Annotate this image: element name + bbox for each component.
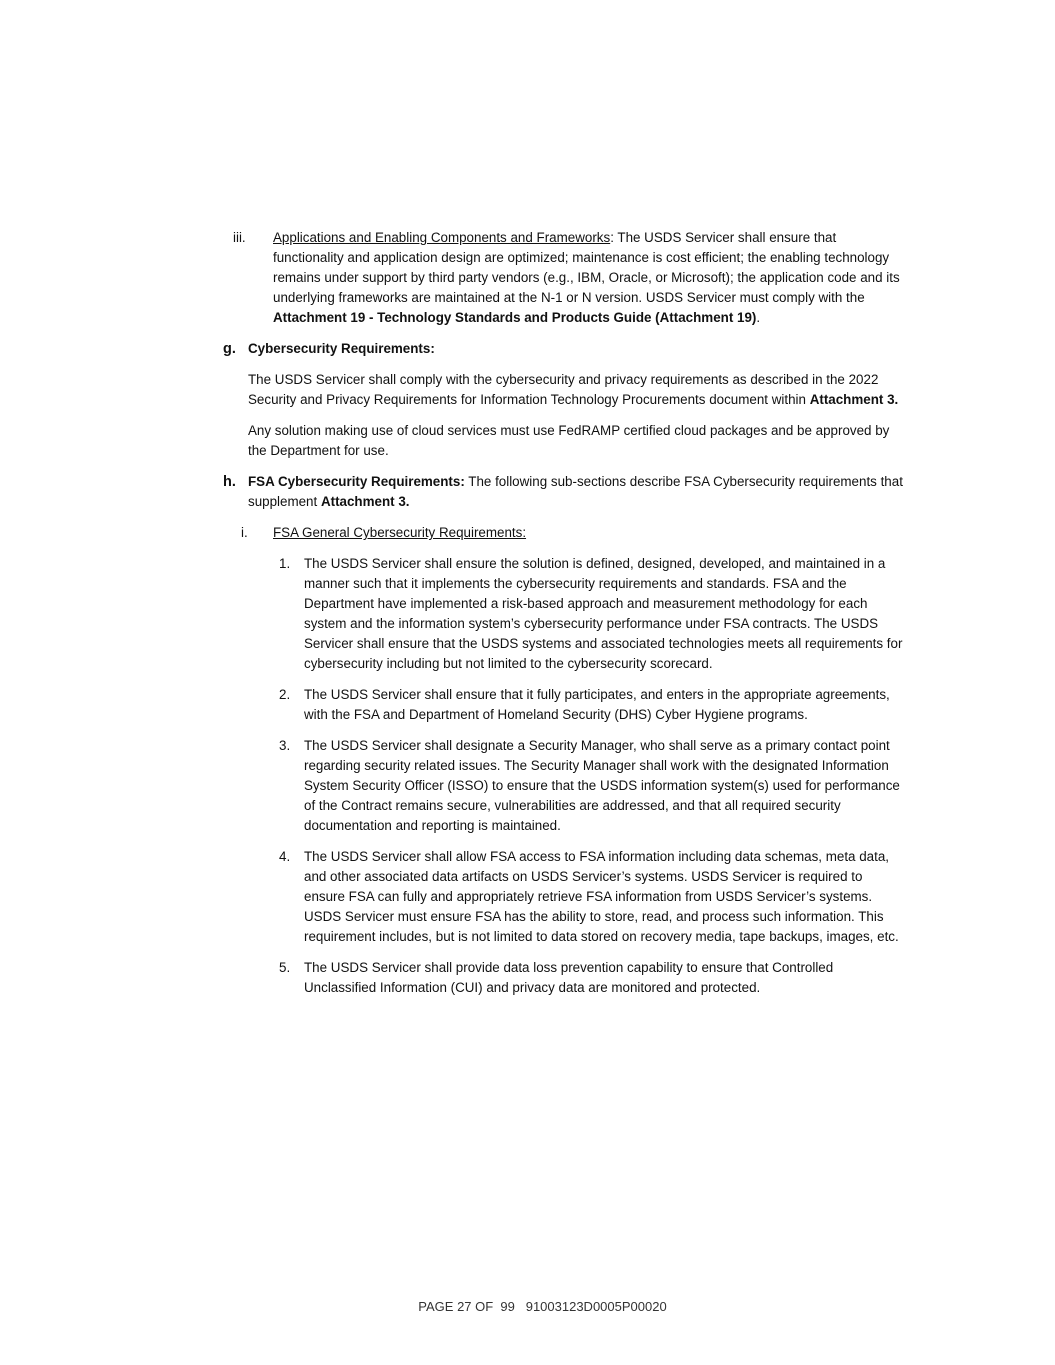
- list-item-text: The USDS Servicer shall provide data loss prevention capability to ensure that Controlled Unclassified Information (CUI) and privacy data are monitored and protected.: [304, 960, 834, 995]
- section-g-para-1-text: The USDS Servicer shall comply with the cybersecurity and privacy requirements as described in the 2022 Security and Privacy Requirements for Information Technology Procurements document within: [248, 372, 879, 407]
- page-footer: [0, 1299, 1055, 1314]
- section-h: [0, 472, 1055, 512]
- section-g-para-1: [0, 370, 1055, 410]
- section-iii-end: .: [756, 310, 761, 325]
- list-item-text: The USDS Servicer shall ensure that it fully participates, and enters in the appropriate agreements, with the FSA and Department of Homeland Security (DHS) Cyber Hygiene programs.: [304, 687, 890, 722]
- section-h-title: FSA Cybersecurity Requirements:: [248, 474, 465, 489]
- section-h-bold: Attachment 3.: [320, 494, 410, 509]
- section-g-para-2-text: Any solution making use of cloud services must use FedRAMP certified cloud packages and be approved by the Department for use.: [248, 423, 890, 458]
- section-iii-marker: iii.: [233, 230, 246, 245]
- section-h-text: The following sub-sections describe FSA Cybersecurity requirements that supplement: [248, 474, 903, 509]
- section-iii-text: : The USDS Servicer shall ensure that functionality and application design are optimized; maintenance is cost efficient; the enabling technology remains under support by third party vendors (e.g., IBM, Oracle, or Microsoft); the application code and its underlying frameworks are maintained at the N-1 or N version. USDS Servicer must comply with the: [273, 230, 900, 305]
- section-iii-title: Applications and Enabling Components and Frameworks: [273, 230, 611, 245]
- list-item-number: 5.: [279, 960, 291, 975]
- section-g-title: Cybersecurity Requirements:: [248, 341, 435, 356]
- list-item-3: [0, 736, 1055, 836]
- section-i-heading: [273, 523, 905, 543]
- section-g-para-2: [0, 421, 1055, 461]
- list-item-text: The USDS Servicer shall ensure the solution is defined, designed, developed, and maintained in a manner such that it implements the cybersecurity requirements and standards. FSA and the Department have implemented a risk-based approach and measurement methodology for each system and the information system’s cybersecurity performance under FSA contracts. The USDS Servicer shall ensure that the USDS systems and associated technologies meets all requirements for cybersecurity including but not limited to the cybersecurity scorecard.: [304, 556, 903, 671]
- section-g-marker: g.: [223, 341, 236, 357]
- list-item-number: 1.: [279, 556, 291, 571]
- section-iii-bold: Attachment 19 - Technology Standards and Products Guide (Attachment 19): [273, 310, 757, 325]
- section-i: [0, 523, 1055, 543]
- section-i-marker: i.: [241, 525, 248, 540]
- footer-text: PAGE 27 OF 99 91003123D0005P00020: [418, 1299, 667, 1314]
- section-iii: [0, 228, 1055, 328]
- list-item-number: 4.: [279, 849, 291, 864]
- list-item-text: The USDS Servicer shall allow FSA access to FSA information including data schemas, meta data, and other associated data artifacts on USDS Servicer’s systems. USDS Servicer is required to ensure FSA can fully and appropriately retrieve FSA information from USDS Servicer’s systems. USDS Servicer must ensure FSA has the ability to store, read, and process such information. This requirement includes, but is not limited to data stored on recovery media, tape backups, images, etc.: [304, 849, 899, 944]
- list-item-text: The USDS Servicer shall designate a Security Manager, who shall serve as a primary contact point regarding security related issues. The Security Manager shall work with the designated Information System Security Officer (ISSO) to ensure that the USDS information system(s) used for performance of the Contract remains secure, vulnerabilities are addressed, and that all required security documentation and reporting is maintained.: [304, 738, 900, 833]
- page-content: [0, 228, 1055, 998]
- list-item-number: 2.: [279, 687, 291, 702]
- section-h-paragraph: [248, 472, 905, 512]
- list-item-5: [0, 958, 1055, 998]
- section-g-para-1-bold: Attachment 3.: [809, 392, 899, 407]
- list-item-number: 3.: [279, 738, 291, 753]
- section-i-title: FSA General Cybersecurity Requirements:: [273, 525, 527, 540]
- list-item-2: [0, 685, 1055, 725]
- section-h-marker: h.: [223, 474, 236, 490]
- section-g: [0, 339, 1055, 359]
- section-iii-paragraph: [273, 228, 905, 328]
- section-g-heading: [248, 339, 905, 359]
- list-item-1: [0, 554, 1055, 674]
- list-item-4: [0, 847, 1055, 947]
